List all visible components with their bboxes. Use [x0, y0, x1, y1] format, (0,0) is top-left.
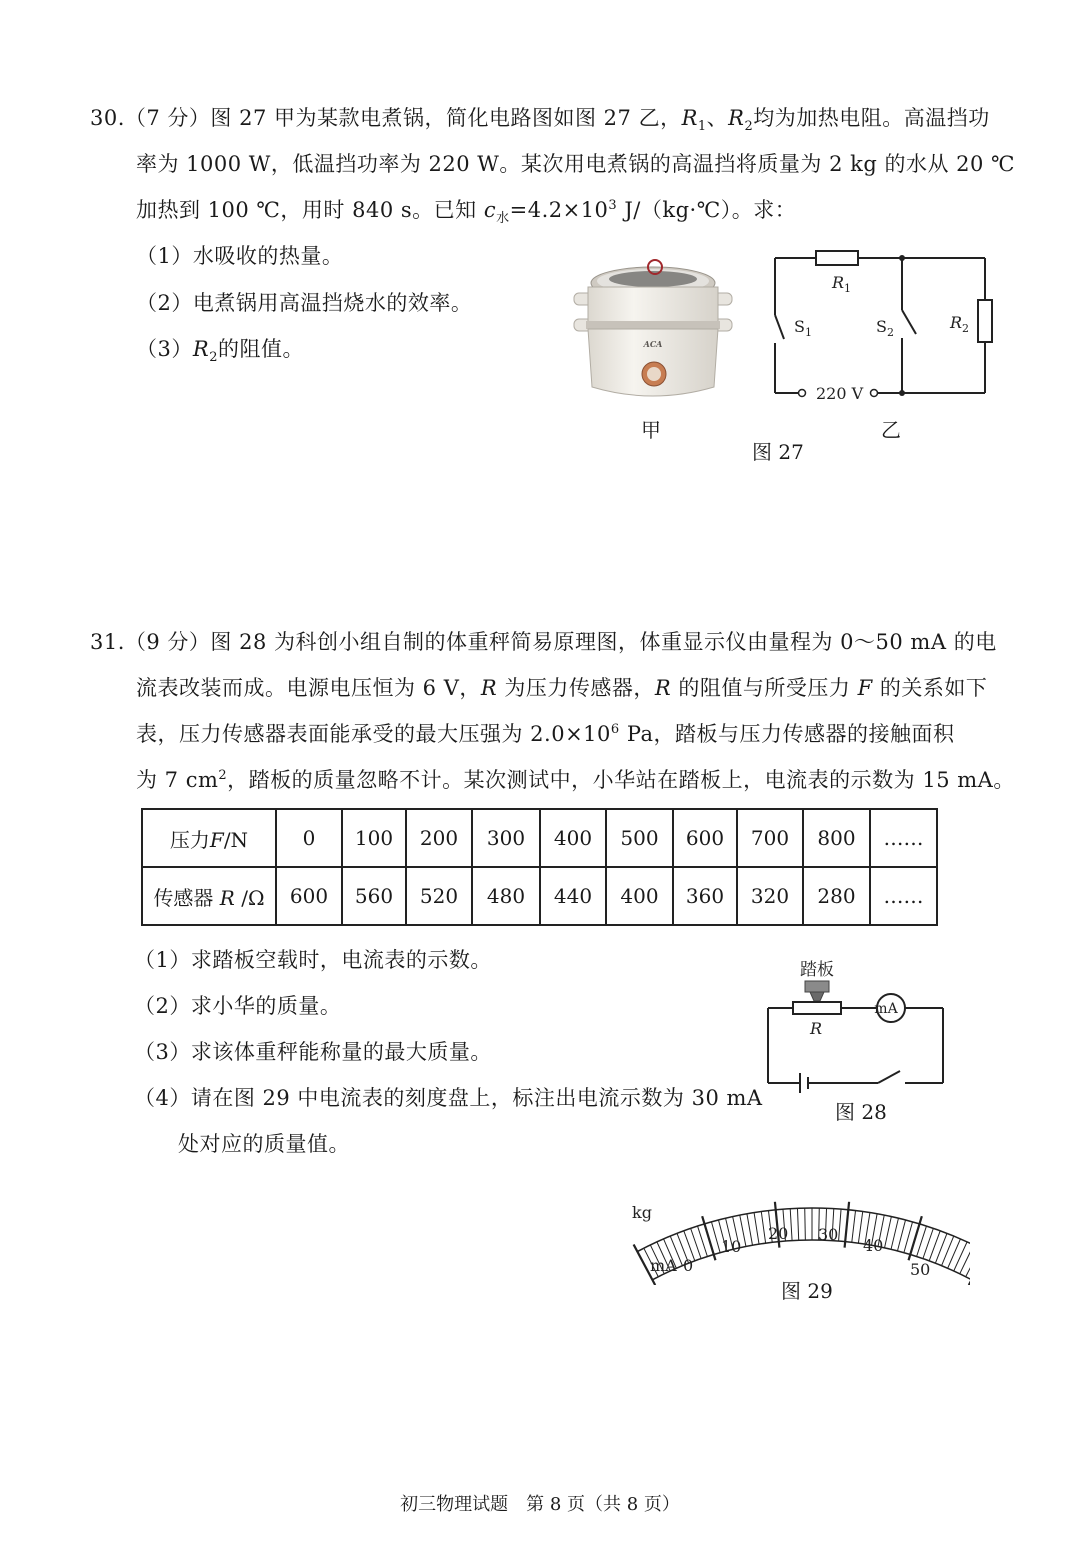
- table-header-resistance: 传感器 R /Ω: [142, 867, 276, 925]
- q31-line1: 31.（9 分）图 28 为科创小组自制的体重秤简易原理图，体重显示仪由量程为 0～50 mA 的电: [90, 630, 997, 654]
- table-cell: 400: [540, 809, 606, 867]
- dial-minor-tick: [790, 1209, 792, 1241]
- pedal-label: 踏板: [800, 960, 834, 980]
- q30-sub3: $(3)R_2$的阻值。: [136, 337, 304, 366]
- q30-line1: 30.（7 分）图 27 甲为某款电煮锅，简化电路图如图 27 乙，$R_1$、$R_2$均为加热电阻。高温挡功: [90, 106, 990, 135]
- svg-text:R2: $R_2$: [950, 313, 970, 335]
- dial-minor-tick: [839, 1209, 841, 1241]
- dial-minor-tick: [942, 1236, 954, 1266]
- s1-label: S: [794, 317, 805, 336]
- table-cell: 500: [606, 809, 673, 867]
- dial-tick-label: 10: [721, 1237, 742, 1256]
- q31-sub4-line2: 处对应的质量值。: [178, 1132, 350, 1156]
- table-cell: 440: [540, 867, 606, 925]
- ma-label: mA: [650, 1256, 677, 1275]
- dial-tick-label: 50: [910, 1260, 931, 1279]
- ammeter-label: mA: [874, 1001, 898, 1017]
- table-header-force: 压力F/N: [142, 809, 276, 867]
- table-cell: 560: [342, 867, 406, 925]
- q31-sub3: （3）求该体重秤能称量的最大质量。: [134, 1040, 492, 1064]
- dial-tick-label: 30: [818, 1225, 839, 1244]
- q30-sub1: （1）水吸收的热量。: [136, 244, 344, 268]
- dial-minor-tick: [754, 1213, 759, 1245]
- table-cell: 600: [276, 867, 342, 925]
- dial-tick-label: 40: [863, 1236, 884, 1255]
- fig29-caption: 图 29: [781, 1279, 833, 1303]
- fig27-caption: 图 27: [752, 440, 804, 464]
- dial-minor-tick: [761, 1211, 765, 1243]
- fig28-caption: 图 28: [835, 1100, 887, 1124]
- force-resistance-table: [141, 808, 938, 926]
- table-cell: 480: [472, 867, 540, 925]
- table-cell: 320: [737, 867, 803, 925]
- table-cell: 520: [406, 867, 472, 925]
- table-cell: 800: [803, 809, 870, 867]
- q30-sub2: （2）电煮锅用高温挡烧水的效率。: [136, 291, 473, 315]
- dial-tick-label: 0: [683, 1256, 694, 1275]
- dial-minor-tick: [797, 1208, 798, 1240]
- dial-minor-tick: [891, 1218, 898, 1249]
- table-row-force: [142, 809, 937, 867]
- table-cell: 200: [406, 809, 472, 867]
- s2-label: S: [876, 317, 887, 336]
- table-cell: 700: [737, 809, 803, 867]
- dial-minor-tick: [805, 1208, 806, 1240]
- fig27-label-yi: 乙: [881, 418, 901, 442]
- electric-pot-image: [568, 255, 738, 415]
- r1-label: R: [832, 273, 845, 292]
- table-cell: 400: [606, 867, 673, 925]
- q31-sub2: （2）求小华的质量。: [134, 994, 342, 1018]
- q31-sub1: （1）求踏板空载时，电流表的示数。: [134, 948, 492, 972]
- table-cell: 100: [342, 809, 406, 867]
- q30-line3: 加热到 100 ℃，用时 840 s。已知 $c_水=4.2\times 10^3$ J/（kg·℃）。求：: [136, 198, 797, 227]
- q30-line2: 率为 1000 W，低温挡功率为 220 W。某次用电煮锅的高温挡将质量为 2 kg 的水从 20 ℃: [136, 152, 1016, 176]
- dial-minor-tick: [885, 1217, 892, 1248]
- table-cell: ……: [870, 867, 937, 925]
- sensor-r-label: R: [810, 1019, 823, 1038]
- q31-sub4-line1: （4）请在图 29 中电流表的刻度盘上，标注出电流示数为 30 mA: [134, 1086, 763, 1110]
- pot-brand-label: ACA: [643, 339, 663, 349]
- dial-minor-tick: [897, 1220, 905, 1251]
- svg-text:R1: $R_1$: [832, 273, 852, 295]
- dial-minor-tick: [954, 1242, 967, 1271]
- voltage-label: 220 V: [816, 384, 864, 403]
- ammeter-dial-fig29: [620, 1170, 970, 1285]
- table-row-resistance: [142, 867, 937, 925]
- dial-minor-tick: [852, 1211, 856, 1243]
- weighing-scale-circuit-fig28: [760, 955, 960, 1095]
- table-cell: 0: [276, 809, 342, 867]
- dial-minor-tick: [966, 1248, 970, 1277]
- table-cell: ……: [870, 809, 937, 867]
- q31-line3: 表，压力传感器表面能承受的最大压强为 $2.0\times 10^6$ Pa，踏板与压力传感器的接触面积: [136, 722, 955, 746]
- r2-label: R: [950, 313, 963, 332]
- dial-minor-tick: [948, 1239, 961, 1268]
- dial-tick-label: 20: [768, 1224, 789, 1243]
- dial-minor-tick: [747, 1214, 753, 1246]
- svg-text:S2: $S_2$: [876, 317, 894, 339]
- table-cell: 300: [472, 809, 540, 867]
- kg-label: kg: [632, 1203, 652, 1222]
- table-cell: 280: [803, 867, 870, 925]
- fig27-label-jia: 甲: [641, 418, 661, 442]
- q31-line4: 为 7 $cm^2$，踏板的质量忽略不计。某次测试中，小华站在踏板上，电流表的示数为 15 mA。: [136, 768, 1015, 792]
- dial-minor-tick: [960, 1245, 970, 1274]
- table-cell: 600: [673, 809, 737, 867]
- page-footer: 初三物理试题 第 8 页（共 8 页）: [400, 1494, 680, 1515]
- circuit-diagram-fig27: [760, 240, 1000, 420]
- table-cell: 360: [673, 867, 737, 925]
- svg-text:S1: $S_1$: [794, 317, 812, 339]
- q31-line2: 流表改装而成。电源电压恒为 6 V，R 为压力传感器，R 的阻值与所受压力 F 的关系如下: [136, 676, 988, 700]
